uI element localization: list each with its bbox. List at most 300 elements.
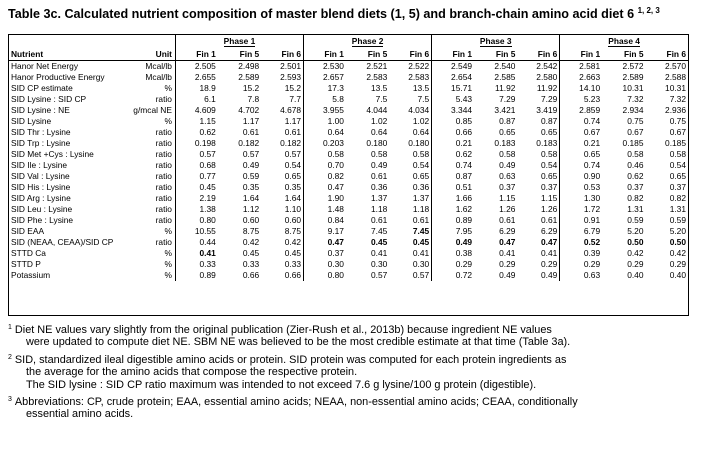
nutrient-value-cell: 15.2 <box>284 83 302 93</box>
nutrient-value-cell: 11.92 <box>536 83 558 93</box>
footnote-number: 3 <box>8 396 12 404</box>
nutrient-value-cell: 0.58 <box>627 149 644 159</box>
nutrient-value-cell: 1.38 <box>175 204 217 215</box>
nutrient-name: SID Arg : Lysine <box>11 193 71 203</box>
table-row <box>9 248 688 259</box>
nutrient-value-cell: 1.26 <box>540 204 558 214</box>
nutrient-value-cell: 0.58 <box>412 149 430 159</box>
nutrient-value-cell: 0.33 <box>175 259 217 270</box>
nutrient-value-cell: 1.26 <box>499 204 516 214</box>
nutrient-value-cell: 0.60 <box>284 215 302 225</box>
nutrient-value-cell: 1.64 <box>284 193 302 203</box>
nutrient-value-cell: 5.23 <box>560 94 602 105</box>
nutrient-value-cell: 0.40 <box>627 270 644 280</box>
nutrient-value-cell: 0.82 <box>627 193 644 203</box>
nutrient-unit: ratio <box>155 171 172 181</box>
nutrient-unit: ratio <box>155 182 172 192</box>
nutrient-value-cell: 0.58 <box>669 149 686 159</box>
nutrient-unit: ratio <box>155 204 172 214</box>
nutrient-value-cell: 1.17 <box>284 116 302 126</box>
nutrient-value-cell: 1.12 <box>242 204 260 214</box>
nutrient-value-cell: 1.37 <box>370 193 388 203</box>
nutrient-value-cell: 0.49 <box>370 160 388 170</box>
nutrient-value-cell: 0.61 <box>499 215 516 225</box>
fin-column-header: Fin 1 <box>304 48 346 61</box>
nutrient-value-cell: 0.65 <box>669 171 686 181</box>
nutrient-value-cell: 0.68 <box>175 160 217 171</box>
nutrient-value-cell: 8.75 <box>284 226 302 236</box>
table-row <box>9 171 688 182</box>
nutrient-value-cell: 0.90 <box>560 171 602 182</box>
nutrient-value-cell: 2.588 <box>665 72 686 82</box>
nutrient-value-cell: 2.522 <box>408 61 430 71</box>
nutrient-value-cell: 2.589 <box>622 72 644 82</box>
nutrient-value-cell: 15.71 <box>432 83 474 94</box>
nutrient-name: SID Lysine : SID CP <box>11 94 87 104</box>
nutrient-value-cell: 1.10 <box>284 204 302 214</box>
nutrient-table <box>9 35 688 281</box>
nutrient-value-cell: 2.593 <box>280 72 302 82</box>
nutrient-value-cell: 0.33 <box>284 259 302 269</box>
nutrient-value-cell: 2.530 <box>304 61 346 73</box>
nutrient-value-cell: 1.72 <box>560 204 602 215</box>
table-row <box>9 215 688 226</box>
nutrient-value-cell: 0.29 <box>540 259 558 269</box>
nutrient-value-cell: 2.583 <box>366 72 388 82</box>
nutrient-unit: ratio <box>155 193 172 203</box>
nutrient-value-cell: 0.57 <box>175 149 217 160</box>
nutrient-value-cell: 10.55 <box>175 226 217 237</box>
nutrient-value-cell: 2.654 <box>432 72 474 83</box>
nutrient-value-cell: 0.52 <box>560 237 602 248</box>
fin-column-header: Fin 5 <box>602 48 645 61</box>
nutrient-name: Hanor Net Energy <box>11 61 79 71</box>
nutrient-value-cell: 0.57 <box>412 270 430 280</box>
unit-column-header: Unit <box>128 48 175 61</box>
nutrient-value-cell: 0.30 <box>370 259 388 269</box>
nutrient-unit: Mcal/lb <box>145 72 172 82</box>
nutrient-value-cell: 7.32 <box>627 94 644 104</box>
nutrient-name: Potassium <box>11 270 51 280</box>
nutrient-value-cell: 0.182 <box>238 138 260 148</box>
nutrient-value-cell: 0.41 <box>175 248 217 259</box>
nutrient-name: SID Leu : Lysine <box>11 204 73 214</box>
nutrient-value-cell: 0.65 <box>499 127 516 137</box>
nutrient-value-cell: 0.54 <box>412 160 430 170</box>
nutrient-value-cell: 0.61 <box>540 215 558 225</box>
nutrient-value-cell: 0.54 <box>669 160 686 170</box>
nutrient-value-cell: 0.45 <box>284 248 302 258</box>
nutrient-value-cell: 0.74 <box>432 160 474 171</box>
nutrient-value-cell: 0.37 <box>540 182 558 192</box>
nutrient-value-cell: 0.37 <box>499 182 516 192</box>
nutrient-value-cell: 0.185 <box>622 138 644 148</box>
nutrient-name: SID Lysine <box>11 116 52 126</box>
nutrient-value-cell: 0.45 <box>412 237 430 247</box>
nutrient-value-cell: 0.61 <box>242 127 260 137</box>
nutrient-value-cell: 0.41 <box>412 248 430 258</box>
nutrient-value-cell: 0.80 <box>175 215 217 226</box>
nutrient-value-cell: 0.64 <box>370 127 388 137</box>
nutrient-value-cell: 0.77 <box>175 171 217 182</box>
nutrient-unit: ratio <box>155 160 172 170</box>
nutrient-value-cell: 0.58 <box>540 149 558 159</box>
nutrient-value-cell: 0.58 <box>370 149 388 159</box>
table-row <box>9 259 688 270</box>
nutrient-value-cell: 0.180 <box>408 138 430 148</box>
footnotes <box>8 322 708 424</box>
nutrient-value-cell: 0.49 <box>540 270 558 280</box>
nutrient-value-cell: 0.63 <box>499 171 516 181</box>
nutrient-value-cell: 0.51 <box>432 182 474 193</box>
nutrient-unit: ratio <box>155 149 172 159</box>
nutrient-value-cell: 0.35 <box>242 182 260 192</box>
nutrient-value-cell: 2.655 <box>175 72 217 83</box>
fin-column-header: Fin 1 <box>560 48 602 61</box>
nutrient-value-cell: 0.49 <box>499 270 516 280</box>
nutrient-value-cell: 3.344 <box>432 105 474 116</box>
table-title-footnote-refs: 1, 2, 3 <box>637 6 660 15</box>
nutrient-value-cell: 2.585 <box>494 72 516 82</box>
nutrient-value-cell: 0.65 <box>540 127 558 137</box>
nutrient-value-cell: 0.49 <box>499 160 516 170</box>
nutrient-value-cell: 0.45 <box>175 182 217 193</box>
table-row <box>9 116 688 127</box>
nutrient-value-cell: 14.10 <box>560 83 602 94</box>
nutrient-value-cell: 7.5 <box>417 94 430 104</box>
nutrient-value-cell: 0.41 <box>540 248 558 258</box>
nutrient-name: STTD Ca <box>11 248 46 258</box>
nutrient-value-cell: 0.82 <box>669 193 686 203</box>
nutrient-value-cell: 1.17 <box>242 116 260 126</box>
fin-column-header: Fin 1 <box>175 48 217 61</box>
nutrient-value-cell: 0.39 <box>560 248 602 259</box>
nutrient-value-cell: 0.67 <box>627 127 644 137</box>
nutrient-value-cell: 0.183 <box>536 138 558 148</box>
nutrient-value-cell: 1.48 <box>304 204 346 215</box>
table-row <box>9 149 688 160</box>
nutrient-value-cell: 0.58 <box>499 149 516 159</box>
nutrient-value-cell: 13.5 <box>412 83 430 93</box>
fin-column-header: Fin 6 <box>646 48 689 61</box>
table-row <box>9 105 688 116</box>
nutrient-unit: % <box>164 226 172 236</box>
nutrient-value-cell: 0.41 <box>370 248 388 258</box>
nutrient-value-cell: 0.42 <box>242 237 260 247</box>
nutrient-value-cell: 0.64 <box>412 127 430 137</box>
nutrient-value-cell: 7.29 <box>499 94 516 104</box>
nutrient-value-cell: 0.54 <box>540 160 558 170</box>
nutrient-value-cell: 0.49 <box>242 160 260 170</box>
nutrient-value-cell: 0.29 <box>499 259 516 269</box>
nutrient-value-cell: 0.40 <box>669 270 686 280</box>
nutrient-value-cell: 3.421 <box>494 105 516 115</box>
table-row <box>9 193 688 204</box>
nutrient-value-cell: 6.29 <box>540 226 558 236</box>
nutrient-name: SID EAA <box>11 226 45 236</box>
nutrient-value-cell: 4.678 <box>280 105 302 115</box>
nutrient-value-cell: 2.570 <box>665 61 686 71</box>
nutrient-value-cell: 0.42 <box>627 248 644 258</box>
nutrient-value-cell: 0.89 <box>175 270 217 281</box>
nutrient-value-cell: 4.034 <box>408 105 430 115</box>
nutrient-unit: Mcal/lb <box>145 61 172 71</box>
nutrient-value-cell: 0.29 <box>627 259 644 269</box>
nutrient-value-cell: 0.29 <box>432 259 474 270</box>
nutrient-value-cell: 2.859 <box>560 105 602 116</box>
nutrient-value-cell: 1.30 <box>560 193 602 204</box>
nutrient-value-cell: 0.60 <box>242 215 260 225</box>
nutrient-value-cell: 4.609 <box>175 105 217 116</box>
nutrient-value-cell: 0.47 <box>499 237 516 247</box>
nutrient-unit: ratio <box>155 94 172 104</box>
fin-column-header: Fin 6 <box>261 48 303 61</box>
nutrient-value-cell: 0.49 <box>432 237 474 248</box>
nutrient-unit: ratio <box>155 215 172 225</box>
nutrient-value-cell: 2.498 <box>238 61 260 71</box>
nutrient-value-cell: 1.15 <box>540 193 558 203</box>
fin-column-header: Fin 5 <box>474 48 517 61</box>
nutrient-value-cell: 2.542 <box>536 61 558 71</box>
nutrient-value-cell: 10.31 <box>665 83 686 93</box>
nutrient-value-cell: 1.64 <box>242 193 260 203</box>
nutrient-value-cell: 0.53 <box>560 182 602 193</box>
nutrient-value-cell: 4.702 <box>238 105 260 115</box>
nutrient-value-cell: 6.1 <box>175 94 217 105</box>
nutrient-value-cell: 1.15 <box>175 116 217 127</box>
nutrient-value-cell: 3.419 <box>536 105 558 115</box>
nutrient-value-cell: 0.62 <box>175 127 217 138</box>
nutrient-value-cell: 0.33 <box>242 259 260 269</box>
nutrient-value-cell: 0.65 <box>412 171 430 181</box>
nutrient-value-cell: 0.29 <box>669 259 686 269</box>
nutrient-value-cell: 0.66 <box>284 270 302 280</box>
nutrient-value-cell: 6.29 <box>499 226 516 236</box>
nutrient-value-cell: 1.37 <box>412 193 430 203</box>
nutrient-value-cell: 0.75 <box>669 116 686 126</box>
nutrient-value-cell: 2.657 <box>304 72 346 83</box>
nutrient-name: Hanor Productive Energy <box>11 72 105 82</box>
nutrient-unit: % <box>164 116 172 126</box>
nutrient-value-cell: 0.70 <box>304 160 346 171</box>
nutrient-unit: g/mcal NE <box>133 105 172 115</box>
table-row <box>9 138 688 149</box>
nutrient-value-cell: 2.505 <box>175 61 217 73</box>
nutrient-name: SID Lysine : NE <box>11 105 70 115</box>
nutrient-name: SID Phe : Lysine <box>11 215 74 225</box>
nutrient-value-cell: 1.62 <box>432 204 474 215</box>
nutrient-value-cell: 0.87 <box>432 171 474 182</box>
phase-3-header: Phase 3 <box>432 35 560 48</box>
nutrient-value-cell: 0.185 <box>665 138 686 148</box>
fin-column-header: Fin 1 <box>432 48 474 61</box>
nutrient-value-cell: 1.02 <box>412 116 430 126</box>
nutrient-value-cell: 0.57 <box>284 149 302 159</box>
footnote <box>8 322 708 349</box>
nutrient-value-cell: 0.198 <box>175 138 217 149</box>
nutrient-unit: ratio <box>155 138 172 148</box>
nutrient-value-cell: 0.89 <box>432 215 474 226</box>
nutrient-value-cell: 5.20 <box>669 226 686 236</box>
nutrient-value-cell: 0.50 <box>627 237 644 247</box>
nutrient-value-cell: 0.62 <box>627 171 644 181</box>
nutrient-value-cell: 0.65 <box>284 171 302 181</box>
table-row <box>9 182 688 193</box>
nutrient-value-cell: 0.41 <box>499 248 516 258</box>
nutrient-value-cell: 2.540 <box>494 61 516 71</box>
nutrient-value-cell: 0.66 <box>242 270 260 280</box>
table-title-text: Table 3c. Calculated nutrient composition of master blend diets (1, 5) and branch-chain amino acid diet 6 <box>8 7 635 21</box>
nutrient-value-cell: 0.57 <box>242 149 260 159</box>
phase-2-header: Phase 2 <box>304 35 432 48</box>
table-row <box>9 160 688 171</box>
nutrient-value-cell: 8.75 <box>242 226 260 236</box>
nutrient-unit: % <box>164 270 172 280</box>
nutrient-value-cell: 0.64 <box>304 127 346 138</box>
phase-4-header: Phase 4 <box>560 35 688 48</box>
nutrient-value-cell: 5.43 <box>432 94 474 105</box>
nutrient-value-cell: 0.91 <box>560 215 602 226</box>
nutrient-value-cell: 0.59 <box>627 215 644 225</box>
fin-column-header: Fin 6 <box>389 48 431 61</box>
nutrient-value-cell: 0.59 <box>242 171 260 181</box>
nutrient-name: SID (NEAA, CEAA)/SID CP <box>11 237 114 247</box>
nutrient-name: SID Ile : Lysine <box>11 160 68 170</box>
nutrient-value-cell: 7.29 <box>540 94 558 104</box>
fin-column-header: Fin 5 <box>346 48 389 61</box>
nutrient-value-cell: 1.02 <box>370 116 388 126</box>
nutrient-value-cell: 7.45 <box>370 226 388 236</box>
nutrient-table-frame <box>8 34 689 316</box>
nutrient-value-cell: 0.180 <box>366 138 388 148</box>
table-row <box>9 237 688 248</box>
nutrient-value-cell: 4.044 <box>366 105 388 115</box>
nutrient-value-cell: 17.3 <box>304 83 346 94</box>
nutrient-value-cell: 0.37 <box>627 182 644 192</box>
footnote-line: were updated to compute diet NE. SBM NE was believed to be the most credible estimate at that time (Table 3a). <box>26 336 571 349</box>
nutrient-value-cell: 2.583 <box>408 72 430 82</box>
footnote <box>8 394 708 421</box>
nutrient-value-cell: 2.501 <box>280 61 302 71</box>
nutrient-value-cell: 0.84 <box>304 215 346 226</box>
nutrient-value-cell: 0.30 <box>412 259 430 269</box>
table-row <box>9 94 688 105</box>
nutrient-value-cell: 0.35 <box>284 182 302 192</box>
nutrient-value-cell: 0.87 <box>540 116 558 126</box>
nutrient-value-cell: 0.63 <box>560 270 602 281</box>
phase-header-row <box>9 35 688 48</box>
nutrient-value-cell: 0.45 <box>242 248 260 258</box>
nutrient-value-cell: 1.18 <box>370 204 388 214</box>
table-row <box>9 127 688 138</box>
footnote <box>8 352 708 391</box>
nutrient-unit: % <box>164 248 172 258</box>
nutrient-value-cell: 0.61 <box>412 215 430 225</box>
nutrient-name: SID CP estimate <box>11 83 73 93</box>
nutrient-value-cell: 9.17 <box>304 226 346 237</box>
nutrient-value-cell: 2.936 <box>665 105 686 115</box>
nutrient-value-cell: 0.72 <box>432 270 474 281</box>
nutrient-value-cell: 1.31 <box>627 204 644 214</box>
nutrient-value-cell: 2.572 <box>622 61 644 71</box>
nutrient-value-cell: 0.57 <box>370 270 388 280</box>
nutrient-value-cell: 0.38 <box>432 248 474 259</box>
nutrient-value-cell: 7.5 <box>375 94 388 104</box>
nutrient-value-cell: 0.44 <box>175 237 217 248</box>
footnote-line: the average for the amino acids that compose the respective protein. <box>26 366 358 379</box>
nutrient-unit: ratio <box>155 237 172 247</box>
nutrient-value-cell: 6.79 <box>560 226 602 237</box>
table-row <box>9 270 688 281</box>
nutrient-value-cell: 10.31 <box>622 83 644 93</box>
nutrient-value-cell: 0.65 <box>560 149 602 160</box>
nutrient-value-cell: 18.9 <box>175 83 217 94</box>
nutrient-value-cell: 0.50 <box>669 237 686 247</box>
nutrient-value-cell: 1.00 <box>304 116 346 127</box>
nutrient-value-cell: 2.549 <box>432 61 474 73</box>
nutrient-name: SID His : Lysine <box>11 182 71 192</box>
nutrient-value-cell: 0.74 <box>560 160 602 171</box>
fin-column-header: Fin 5 <box>218 48 261 61</box>
nutrient-unit: % <box>164 83 172 93</box>
table-row <box>9 83 688 94</box>
nutrient-value-cell: 0.182 <box>280 138 302 148</box>
footnote-number: 1 <box>8 324 12 331</box>
footnote-number: 2 <box>8 353 12 361</box>
footnote-line: Abbreviations: CP, crude protein; EAA, essential amino acids; NEAA, non-essential amino acids; CEAA, conditionally <box>14 396 578 409</box>
nutrient-value-cell: 0.74 <box>560 116 602 127</box>
table-row <box>9 61 688 73</box>
nutrient-value-cell: 7.32 <box>669 94 686 104</box>
nutrient-value-cell: 0.45 <box>370 237 388 247</box>
nutrient-value-cell: 1.66 <box>432 193 474 204</box>
nutrient-name: STTD P <box>11 259 41 269</box>
nutrient-value-cell: 0.80 <box>304 270 346 281</box>
nutrient-value-cell: 0.42 <box>284 237 302 247</box>
nutrient-value-cell: 1.15 <box>499 193 516 203</box>
phase-spacer <box>128 35 175 48</box>
nutrient-value-cell: 0.36 <box>412 182 430 192</box>
table-row <box>9 204 688 215</box>
nutrient-value-cell: 0.37 <box>669 182 686 192</box>
nutrient-value-cell: 2.521 <box>366 61 388 71</box>
fin-column-header: Fin 6 <box>517 48 559 61</box>
nutrient-value-cell: 0.21 <box>560 138 602 149</box>
nutrient-value-cell: 0.54 <box>284 160 302 170</box>
nutrient-name: SID Met +Cys : Lysine <box>11 149 94 159</box>
table-row <box>9 72 688 83</box>
nutrient-value-cell: 0.47 <box>540 237 558 247</box>
nutrient-unit: % <box>164 259 172 269</box>
table-row <box>9 226 688 237</box>
nutrient-value-cell: 0.67 <box>669 127 686 137</box>
nutrient-value-cell: 2.589 <box>238 72 260 82</box>
nutrient-value-cell: 0.87 <box>499 116 516 126</box>
nutrient-unit: ratio <box>155 127 172 137</box>
nutrient-value-cell: 0.82 <box>304 171 346 182</box>
nutrient-value-cell: 0.42 <box>669 248 686 258</box>
nutrient-value-cell: 0.58 <box>304 149 346 160</box>
nutrient-value-cell: 15.2 <box>242 83 260 93</box>
nutrient-value-cell: 7.8 <box>247 94 260 104</box>
nutrient-value-cell: 2.581 <box>560 61 602 73</box>
nutrient-value-cell: 0.37 <box>304 248 346 259</box>
nutrient-value-cell: 5.8 <box>304 94 346 105</box>
table-title <box>8 6 708 21</box>
nutrient-value-cell: 7.7 <box>289 94 302 104</box>
nutrient-value-cell: 0.203 <box>304 138 346 149</box>
nutrient-value-cell: 0.36 <box>370 182 388 192</box>
